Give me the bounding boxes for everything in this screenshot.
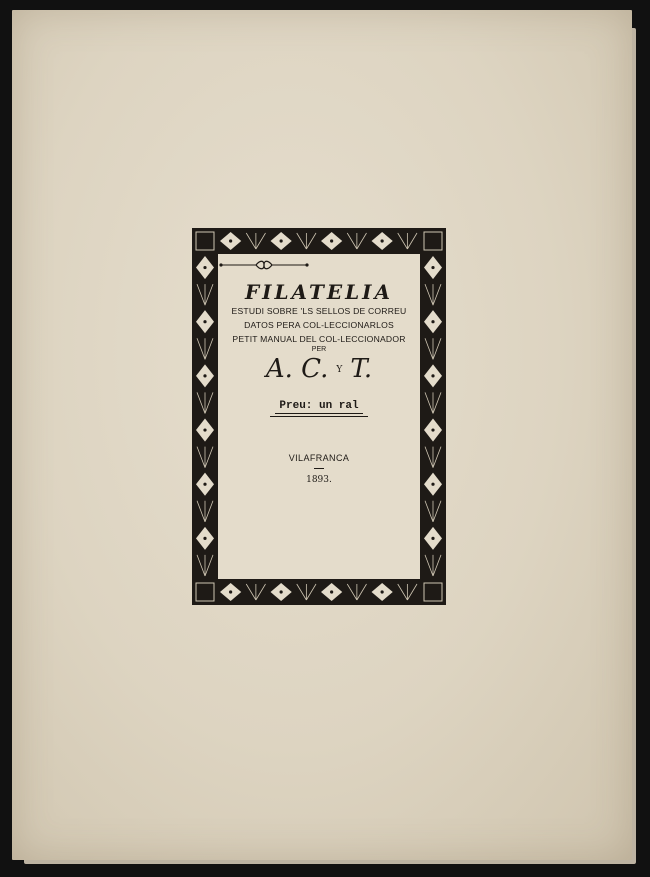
author-prefix: PER [311,346,327,353]
publication-year: 1893. [306,475,332,485]
author-initial-a: A. C. [265,354,329,384]
subtitle-line: ESTUDI SOBRE 'LS SELLOS DE CORREU [231,306,407,316]
subtitle-line: DATOS PERA COL-LECCIONARLOS [244,320,394,330]
author-initials [218,354,420,385]
title-panel [218,254,420,579]
author-conjunction: Y [336,365,343,375]
subtitle-line: PETIT MANUAL DEL COL-LECCIONADOR [232,334,406,344]
price-underline [270,416,368,417]
book-title: FILATELIA [244,280,394,304]
scroll-ornament-icon [218,260,310,270]
divider [314,468,324,469]
book-cover [12,10,632,860]
author-initial-b: T. [350,354,373,384]
price-label: Preu: un ral [275,399,362,414]
publication-place: VILAFRANCA [288,453,350,463]
decorative-frame [192,228,446,605]
